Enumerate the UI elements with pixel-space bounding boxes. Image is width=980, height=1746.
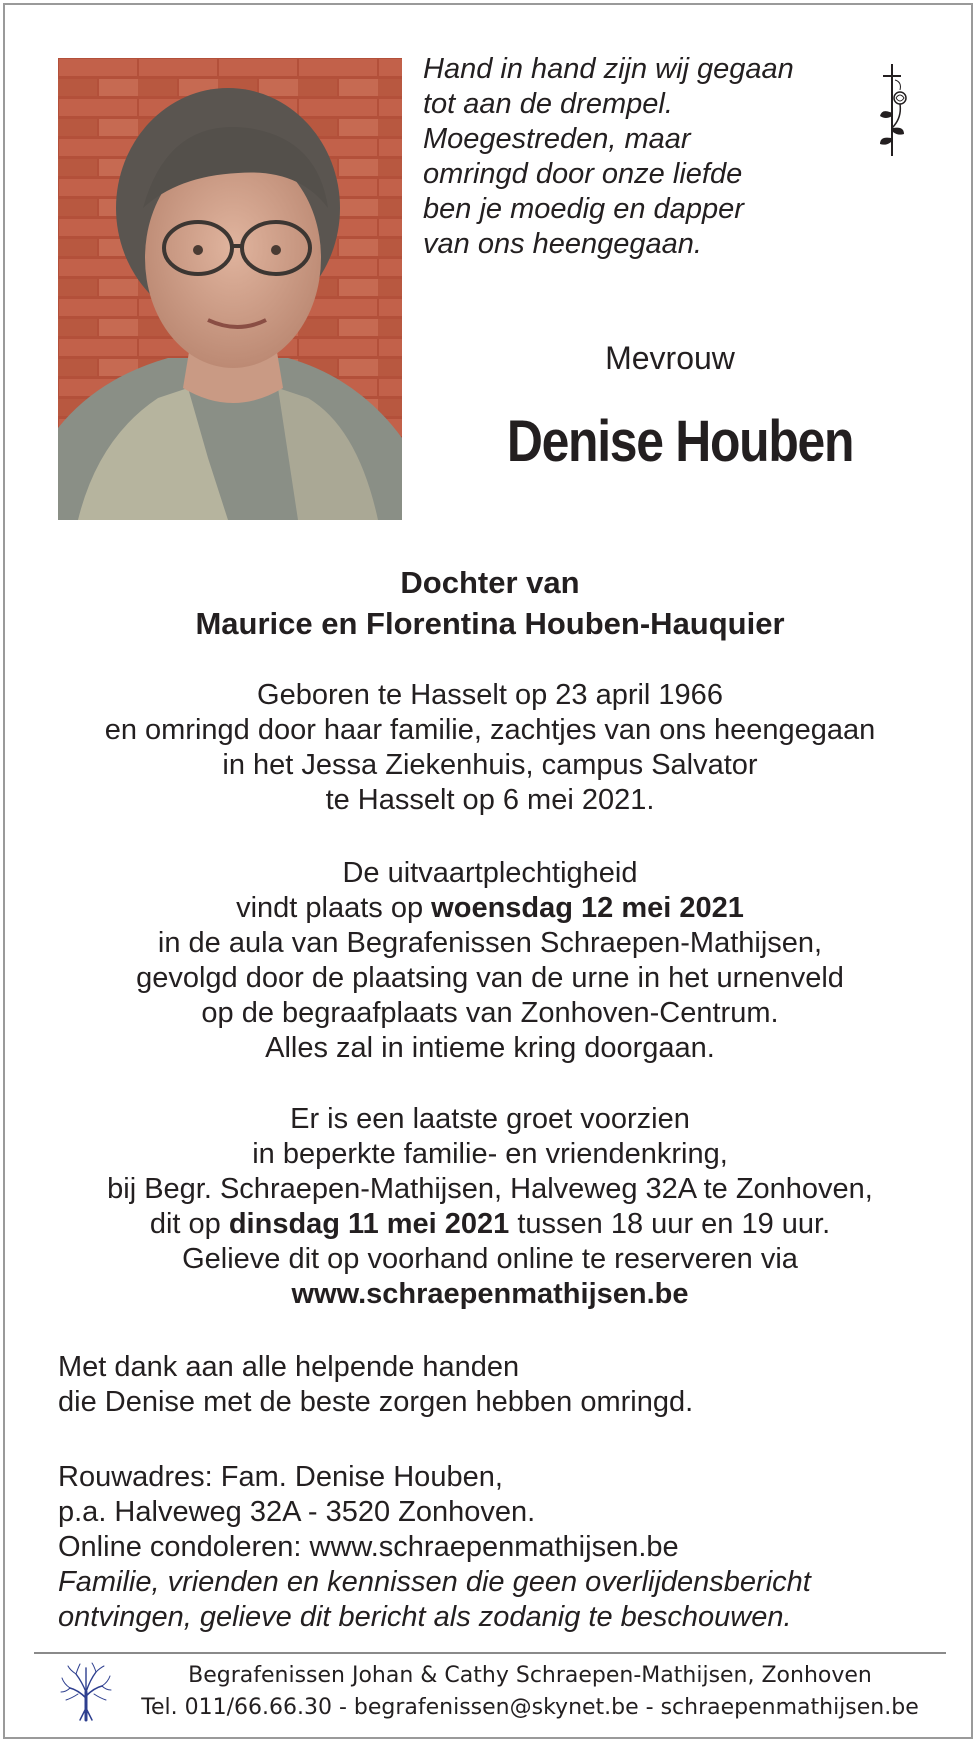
farewell-block	[40, 1102, 940, 1312]
text-line: bij Begr. Schraepen-Mathijsen, Halveweg 32A te Zonhoven,	[107, 1173, 873, 1205]
poem-line: omringd door onze liefde	[423, 158, 743, 190]
text-line: die Denise met de beste zorgen hebben omringd.	[58, 1386, 694, 1418]
salutation: Mevrouw	[605, 340, 735, 376]
text-line: op de begraafplaats van Zonhoven-Centrum.	[201, 997, 779, 1029]
cross-with-rose-icon	[868, 58, 918, 158]
text-line: gevolgd door de plaatsing van de urne in het urnenveld	[136, 962, 844, 994]
birth-death-block	[40, 678, 940, 818]
text-line: Alles zal in intieme kring doorgaan.	[265, 1032, 715, 1064]
poem-line: Moegestreden, maar	[423, 123, 691, 155]
funeral-home-contact[interactable]: Tel. 011/66.66.30 - begrafenissen@skynet.be - schraepenmathijsen.be	[141, 1695, 919, 1720]
parents-names: Maurice en Florentina Houben-Hauquier	[195, 606, 785, 641]
mourning-address: Rouwadres: Fam. Denise Houben,	[58, 1461, 503, 1493]
poem-line: tot aan de drempel.	[423, 88, 673, 120]
reservation-link[interactable]: www.schraepenmathijsen.be	[291, 1278, 689, 1310]
text-line: in het Jessa Ziekenhuis, campus Salvator	[222, 749, 758, 781]
parents-heading: Dochter van	[400, 565, 580, 600]
deceased-name: Denise Houben	[506, 409, 854, 474]
text-line: te Hasselt op 6 mei 2021.	[325, 784, 655, 816]
text-line: en omringd door haar familie, zachtjes van ons heengegaan	[104, 714, 876, 746]
thanks-block	[58, 1350, 938, 1420]
footer-divider	[34, 1652, 946, 1654]
poem	[423, 52, 843, 262]
farewell-date: dinsdag 11 mei 2021	[228, 1208, 510, 1240]
contact-block	[58, 1460, 938, 1635]
text-line: in de aula van Begrafenissen Schraepen-Mathijsen,	[157, 927, 823, 959]
mourning-address-street: p.a. Halveweg 32A - 3520 Zonhoven.	[58, 1496, 536, 1528]
ceremony-block	[40, 856, 940, 1066]
text-line: Er is een laatste groet voorzien	[290, 1103, 690, 1135]
poem-line: van ons heengegaan.	[423, 228, 702, 260]
text-line: Met dank aan alle helpende handen	[58, 1351, 520, 1383]
portrait-photo	[58, 58, 402, 520]
poem-line: ben je moedig en dapper	[423, 193, 744, 225]
text-line: De uitvaartplechtigheid	[342, 857, 638, 889]
tree-icon	[58, 1662, 114, 1722]
notice-note: Familie, vrienden en kennissen die geen overlijdensbericht	[58, 1566, 811, 1598]
parents-block	[40, 562, 940, 644]
text-span: tussen 18 uur en 19 uur.	[509, 1208, 831, 1240]
text-span: vindt plaats op	[236, 892, 432, 924]
text-line	[40, 1207, 940, 1242]
text-line	[40, 891, 940, 926]
text-line: Geboren te Hasselt op 23 april 1966	[257, 679, 723, 711]
footer	[120, 1660, 940, 1724]
text-span: dit op	[149, 1208, 229, 1240]
notice-note: ontvingen, gelieve dit bericht als zodanig te beschouwen.	[58, 1601, 792, 1633]
funeral-home-name: Begrafenissen Johan & Cathy Schraepen-Mathijsen, Zonhoven	[188, 1663, 872, 1688]
poem-line: Hand in hand zijn wij gegaan	[423, 53, 794, 85]
ceremony-date: woensdag 12 mei 2021	[431, 892, 744, 924]
online-condolences[interactable]: Online condoleren: www.schraepenmathijsen.be	[58, 1531, 679, 1563]
text-line: in beperkte familie- en vriendenkring,	[252, 1138, 728, 1170]
text-line: Gelieve dit op voorhand online te reserveren via	[182, 1243, 798, 1275]
